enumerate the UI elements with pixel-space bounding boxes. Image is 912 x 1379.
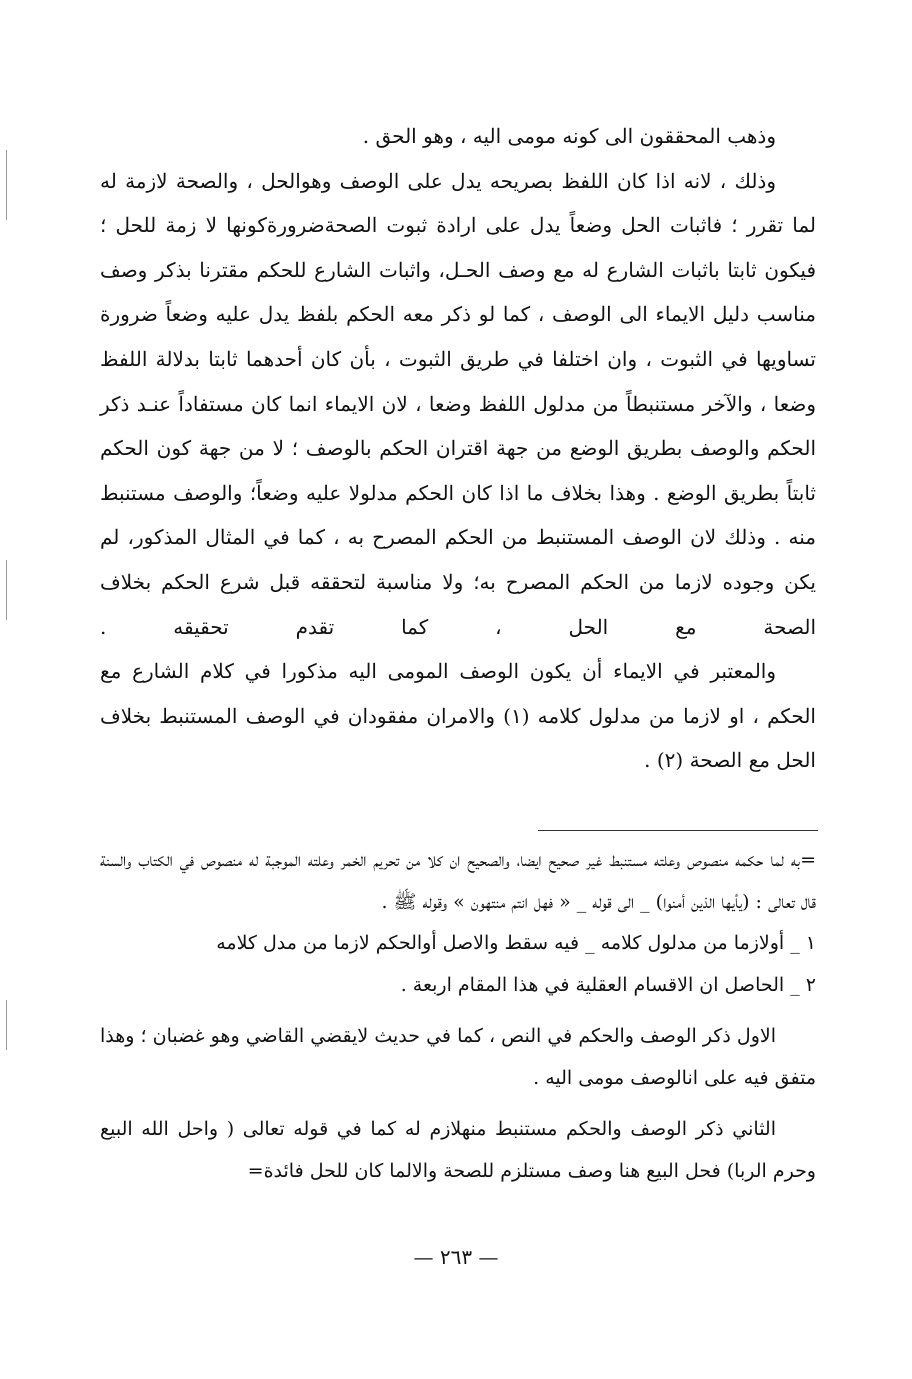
- main-paragraph: والمعتبر في الايماء أن يكون الوصف المومى اليه مذكورا في كلام الشارع مع الحكم ، او لازما من مدلول كلامه (١) والامران مفقودان في الوصف المستنبط بخلاف الحل مع الصحة (٢) .: [100, 659, 816, 773]
- footnote-continuation: =به لما حكمه منصوص وعلته مستنبط غير صحيح ايضا، والصحيح ان كلا من تحريم الخمر وعلته الموجبة له منصوص في الكتاب والسنة قال تعالى : (يأيها الذين أمنوا) _ الى قوله _ « فهل انتم منتهون » وقوله ﷺ .: [100, 849, 816, 913]
- scan-edge-mark: [6, 1000, 7, 1050]
- main-paragraph: وذهب المحققون الى كونه مومى اليه ، وهو الحق .: [362, 124, 776, 148]
- footnote-gap: [100, 1099, 816, 1109]
- page-number: — ٢٦٣ —: [413, 1245, 499, 1269]
- footnote-item: ٢ _ الحاصل ان الاقسام العقلية في هذا المقام اربعة .: [400, 973, 816, 996]
- footnotes: [100, 840, 816, 1192]
- footnote-separator: [538, 830, 818, 831]
- scan-edge-mark: [6, 150, 7, 220]
- footnote-paragraph: الاول ذكر الوصف والحكم في النص ، كما في حديث لايقضي القاضي وهو غضبان ؛ وهذا متفق فيه على انالوصف مومى اليه .: [100, 1025, 816, 1089]
- footnote-gap: [100, 1006, 816, 1016]
- footnote-paragraph: الثاني ذكر الوصف والحكم مستنبط منهلازم له كما في قوله تعالى ( واحل الله البيع وحرم الربا) فحل البيع هنا وصف مستلزم للصحة والالما كان للحل فائدة=: [100, 1118, 816, 1182]
- scan-edge-mark: [6, 560, 7, 620]
- main-paragraph: وذلك ، لانه اذا كان اللفظ بصريحه يدل على الوصف وهوالحل ، والصحة لازمة له لما تقرر ؛ فاثبات الحل وضعاً يدل على ارادة ثبوت الصحةضرورةكونها لا زمة للحل ؛ فيكون ثابتا باثبات الشارع له مع وصف الحـل، واثبات الشارع للحكم مقترنا بذكر وصف مناسب دليل الايماء الى الوصف ، كما لو ذكر معه الحكم بلفظ يدل عليه وضعاً ضرورة تساويها في الثبوت ، وان اختلفا في طريق الثبوت ، بأن كان أحدهما ثابتا بدلالة اللفظ وضعا ، والآخر مستنبطاً من مدلول اللفظ وضعا ، لان الايماء انما كان مستفاداً عنـد ذكر الحكم والوصف بطريق الوضع من جهة اقتران الحكم بالوصف ؛ لا من جهة كون الحكم ثابتاً بطريق الوضع . وهذا بخلاف ما اذا كان الحكم مدلولا عليه وضعاً؛ والوصف مستنبط منه . وذلك لان الوصف المستنبط من الحكم المصرح به ، كما في المثال المذكور، لم يكن وجوده لازما من الحكم المصرح به؛ ولا مناسبة لتحققه قبل شرع الحكم بخلاف الصحة مع الحل ، كما تقدم تحقيقه .: [100, 168, 817, 639]
- main-text: [100, 114, 816, 783]
- footnote-item: ١ _ أولازما من مدلول كلامه _ فيه سقط والاصل أوالحكم لازما من مدل كلامه: [216, 932, 816, 954]
